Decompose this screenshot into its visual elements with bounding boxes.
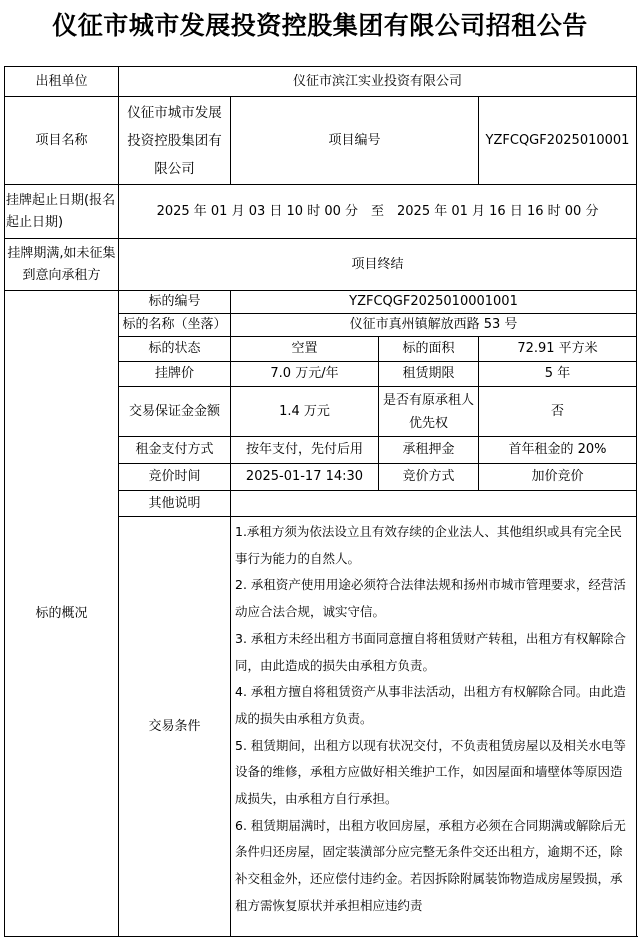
- area-label: 标的面积: [379, 337, 479, 362]
- conditions-label: 交易条件: [119, 517, 231, 937]
- listing-date-label: 挂牌起止日期(报名起止日期): [5, 185, 119, 239]
- condition-item: 5. 租赁期间，出租方以现有状况交付，不负责租赁房屋以及相关水电等设备的维修，承租方应做好相关维护工作，如因屋面和墙壁体等原因造成损失，由承租方自行承担。: [235, 737, 626, 807]
- term-value: 5 年: [479, 362, 637, 387]
- guarantee-label: 承租押金: [379, 437, 479, 464]
- payment-label: 租金支付方式: [119, 437, 231, 464]
- listing-date-value: 2025 年 01 月 03 日 10 时 00 分 至 2025 年 01 月 16 日 16 时 00 分: [119, 185, 637, 239]
- price-value: 7.0 万元/年: [231, 362, 379, 387]
- target-no-label: 标的编号: [119, 291, 231, 314]
- condition-item: 3. 承租方未经出租方书面同意擅自将租赁财产转租，出租方有权解除合同，由此造成的损失由承租方负责。: [235, 630, 626, 673]
- project-no-label: 项目编号: [231, 97, 479, 185]
- lessor-value: 仪征市滨江实业投资有限公司: [119, 67, 637, 97]
- page-title: 仪征市城市发展投资控股集团有限公司招租公告: [52, 11, 588, 40]
- announcement-table: [4, 66, 637, 937]
- payment-value: 按年支付，先付后用: [231, 437, 379, 464]
- condition-item: 4. 承租方擅自将租赁资产从事非法活动，出租方有权解除合同。由此造成的损失由承租方负责。: [235, 684, 626, 726]
- area-value: 72.91 平方米: [479, 337, 637, 362]
- bid-method-label: 竞价方式: [379, 464, 479, 491]
- lessor-label: 出租单位: [5, 67, 119, 97]
- deposit-value: 1.4 万元: [231, 387, 379, 437]
- target-no-value: YZFCQGF2025010001001: [231, 291, 637, 314]
- conditions-content: [231, 517, 637, 937]
- status-label: 标的状态: [119, 337, 231, 362]
- bid-method-value: 加价竞价: [479, 464, 637, 491]
- deposit-label: 交易保证金金额: [119, 387, 231, 437]
- expiry-label: 挂牌期满,如未征集到意向承租方: [5, 239, 119, 291]
- bid-time-value: 2025-01-17 14:30: [231, 464, 379, 491]
- expiry-value: 项目终结: [119, 239, 637, 291]
- guarantee-value: 首年租金的 20%: [479, 437, 637, 464]
- overview-label: 标的概况: [5, 291, 119, 937]
- bid-time-label: 竞价时间: [119, 464, 231, 491]
- condition-item: 6. 租赁期届满时，出租方收回房屋，承租方必须在合同期满或解除后无条件归还房屋，固定装潢部分应完整无条件交还出租方，逾期不还，除补交租金外，还应偿付违约金。若因拆除附属装饰物造成房屋毁损，承租方需恢复原状并承担相应违约责: [235, 817, 626, 913]
- priority-label: 是否有原承租人优先权: [379, 387, 479, 437]
- status-value: 空置: [231, 337, 379, 362]
- project-name-value: 仪征市城市发展投资控股集团有限公司: [119, 97, 231, 185]
- target-name-value: 仪征市真州镇解放西路 53 号: [231, 314, 637, 337]
- price-label: 挂牌价: [119, 362, 231, 387]
- condition-item: 2. 承租资产使用用途必须符合法律法规和扬州市城市管理要求，经营活动应合法合规，诚实守信。: [235, 577, 626, 620]
- condition-item: 1.承租方须为依法设立且有效存续的企业法人、其他组织或具有完全民事行为能力的自然人。: [235, 524, 622, 566]
- term-label: 租赁期限: [379, 362, 479, 387]
- project-name-label: 项目名称: [5, 97, 119, 185]
- priority-value: 否: [479, 387, 637, 437]
- target-name-label: 标的名称（坐落）: [119, 314, 231, 337]
- project-no-value: YZFCQGF2025010001: [479, 97, 637, 185]
- other-label: 其他说明: [119, 491, 231, 517]
- other-value: [231, 491, 637, 517]
